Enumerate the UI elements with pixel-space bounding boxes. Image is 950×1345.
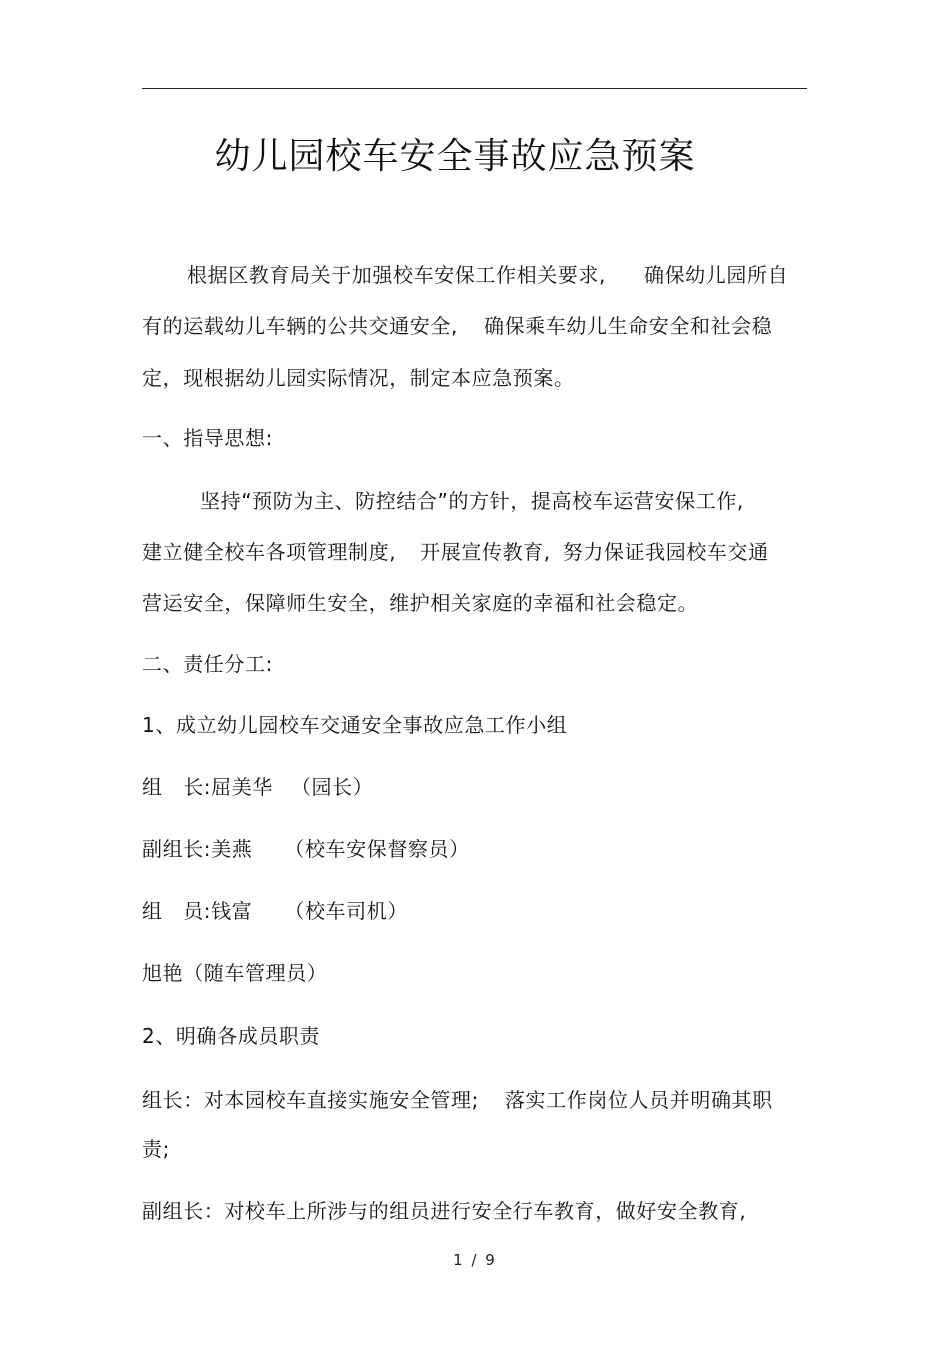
intro-line-1-part-2: 确保幼儿园所自 [643, 263, 789, 287]
header-rule [142, 88, 807, 89]
member-name: 美燕 [211, 837, 253, 861]
member-note: （校车安保督察员） [284, 837, 470, 861]
item-2-heading: 2、明确各成员职责 [142, 1024, 321, 1048]
section-1-line-3-part-1: 营运安全，保障师生安全，维护相关家庭的幸福和社会稳定。 [142, 591, 699, 615]
member-name: 屈美华 [211, 775, 273, 799]
deputy-duty-line: 副组长：对校车上所涉与的组员进行安全行车教育，做好安全教育, [142, 1199, 747, 1223]
section-1-line-2 [142, 538, 769, 566]
intro-line-3 [142, 364, 575, 392]
member-row-leader [142, 773, 373, 801]
intro-line-1-part-1: 根据区教育局关于加强校车安保工作相关要求, [187, 263, 606, 287]
member-row-member [142, 897, 408, 925]
leader-duty-part-1: 组长：对本园校车直接实施安全管理; [142, 1088, 479, 1112]
intro-line-2-part-2: 确保乘车幼儿生命安全和社会稳 [483, 314, 773, 338]
section-1-line-1-part-1: 坚持“预防为主、防控结合”的方针，提高校车运营安保工作, [200, 489, 744, 513]
member-note: （校车司机） [284, 899, 408, 923]
section-1-line-2-part-3: 努力保证我园校车交通 [562, 540, 769, 564]
document-title: 幼儿园校车安全事故应急预案 [214, 136, 696, 177]
member-extra: 旭艳（随车管理员） [142, 961, 328, 985]
leader-duty-line-1 [142, 1086, 773, 1114]
section-1-heading: 一、指导思想: [142, 426, 273, 450]
intro-line-2 [142, 312, 772, 340]
member-note: （园长） [290, 775, 374, 799]
intro-line-1 [187, 261, 788, 289]
member-role: 组 长: [142, 775, 212, 799]
member-role: 副组长: [142, 837, 212, 861]
member-row-deputy [142, 835, 470, 863]
item-1-heading: 1、成立幼儿园校车交通安全事故应急工作小组 [142, 713, 568, 737]
section-1-line-2-part-1: 建立健全校车各项管理制度, [142, 540, 397, 564]
section-1-line-3 [142, 589, 698, 617]
section-1-line-2-part-2: 开展宣传教育, [420, 540, 551, 564]
intro-line-3-part-1: 定，现根据幼儿园实际情况，制定本应急预案。 [142, 366, 575, 390]
leader-duty-line-2 [142, 1135, 170, 1163]
member-name: 钱富 [211, 899, 253, 923]
page-number: 1 / 9 [453, 1251, 497, 1269]
member-role: 组 员: [142, 899, 212, 923]
section-2-heading: 二、责任分工: [142, 652, 273, 676]
section-1-line-1 [200, 487, 744, 515]
leader-duty-part-2: 落实工作岗位人员并明确其职 [504, 1088, 773, 1112]
leader-duty-part-3: 责; [142, 1137, 170, 1161]
intro-line-2-part-1: 有的运载幼儿车辆的公共交通安全, [142, 314, 458, 338]
